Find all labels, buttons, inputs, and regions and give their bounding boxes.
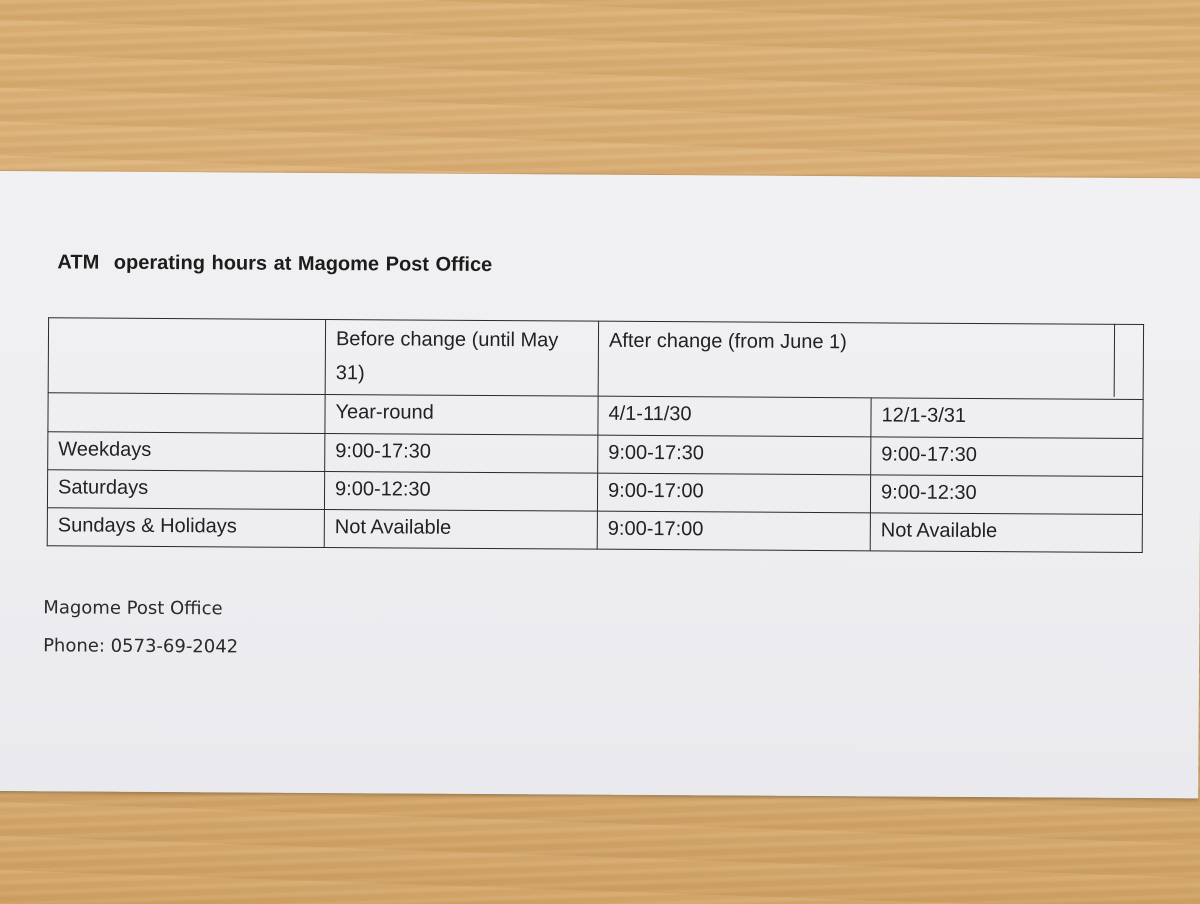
- table-cell: 9:00-17:30: [871, 437, 1143, 477]
- subheader-dec-mar: 12/1-3/31: [871, 398, 1143, 439]
- table-row: [48, 432, 1143, 477]
- header-edge-box: [1114, 324, 1139, 397]
- office-name: Magome Post Office: [43, 597, 223, 620]
- title-atm: ATM: [57, 251, 100, 274]
- subheader-empty-cell: [48, 393, 325, 434]
- row-label-saturdays: Saturdays: [47, 470, 324, 510]
- table-cell: Not Available: [324, 510, 597, 550]
- table-cell: 9:00-17:00: [597, 511, 870, 551]
- table-cell: 9:00-12:30: [324, 472, 597, 512]
- table-cell: 9:00-17:30: [325, 434, 598, 474]
- hours-table: [47, 317, 1144, 553]
- phone-number: Phone: 0573-69-2042: [43, 635, 239, 658]
- notice-title: [57, 251, 492, 277]
- subheader-year-round: Year-round: [325, 395, 598, 436]
- contact-block: [43, 589, 239, 666]
- table-cell: 9:00-17:30: [598, 435, 871, 475]
- header-row: [48, 318, 1143, 400]
- row-label-weekdays: Weekdays: [48, 432, 325, 472]
- title-text: operating hours at Magome Post Office: [113, 251, 493, 277]
- subheader-apr-nov: 4/1-11/30: [598, 396, 871, 437]
- table-cell: 9:00-12:30: [870, 475, 1142, 515]
- table-row: [47, 470, 1142, 515]
- subheader-row: [48, 393, 1143, 439]
- table-cell: Not Available: [870, 513, 1142, 553]
- row-label-sundays-holidays: Sundays & Holidays: [47, 508, 324, 548]
- table-row: [47, 508, 1142, 553]
- header-empty-cell: [48, 318, 325, 395]
- header-after-change: [598, 321, 1143, 399]
- notice-paper: [0, 171, 1200, 798]
- header-after-change-label: After change (from June 1): [608, 329, 847, 354]
- header-before-change: Before change (until May 31): [325, 320, 598, 397]
- table-cell: 9:00-17:00: [597, 473, 870, 513]
